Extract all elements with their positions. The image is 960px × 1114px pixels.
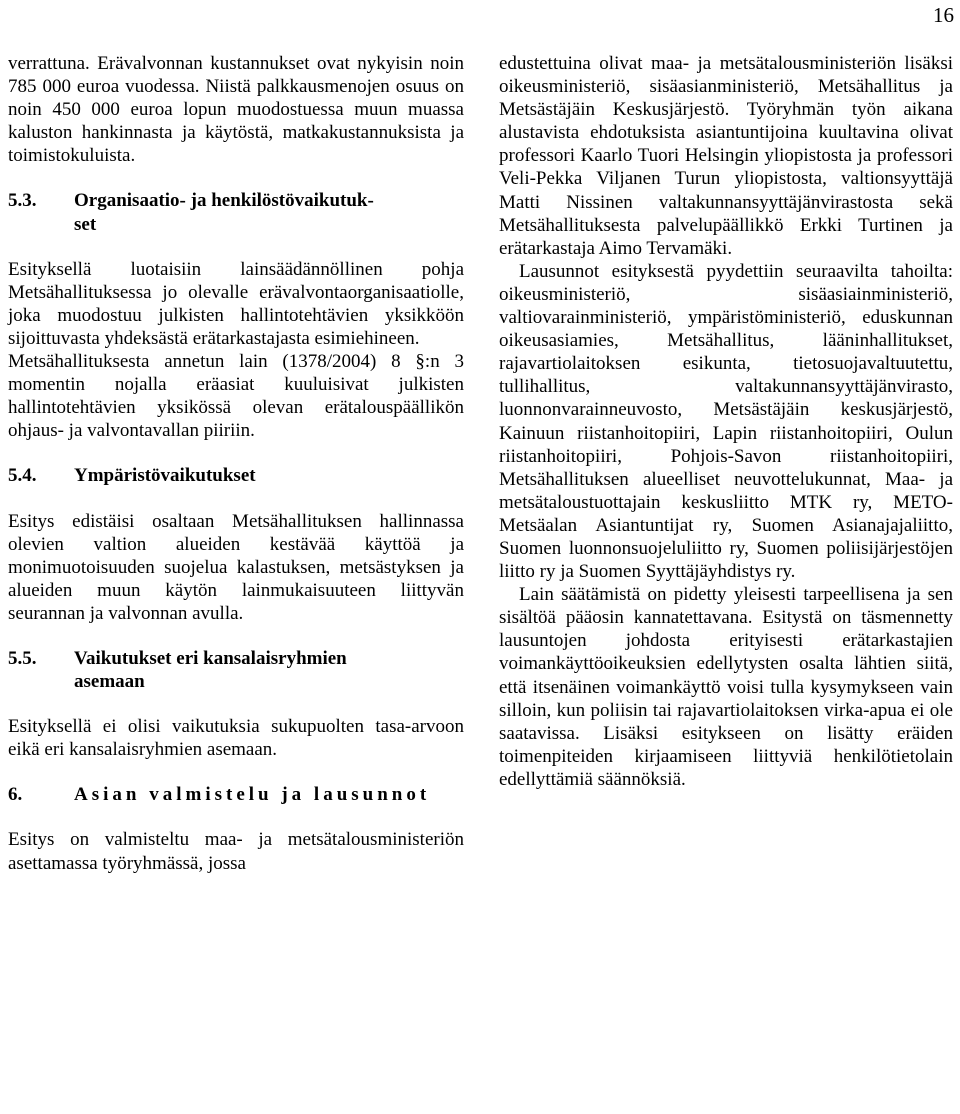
paragraph: Esityksellä ei olisi vaikutuksia sukupuolten tasa-arvoon eikä eri kansalaisryhmien asemaan. [8,716,464,761]
section-title-line1: Vaikutukset eri kansalaisryhmien [74,647,347,669]
left-column [8,52,464,875]
section-heading-5-3 [8,189,464,235]
section-number: 5.3. [8,190,37,212]
continuation-paragraph: verrattuna. Erävalvonnan kustannukset ovat nykyisin noin 785 000 euroa vuodessa. Niistä palkkausmenojen osuus on noin 450 000 euroa lopun muodostuessa muun muassa kaluston hankinnasta ja käytöstä, matkakustannuksista ja toimistokuluista. [8,53,464,167]
paragraph: Metsähallituksesta annetun lain (1378/2004) 8 §:n 3 momentin nojalla eräasiat kuuluisivat julkisten hallintotehtävien yksikössä olevan erätalouspäällikön ohjaus- ja valvontavallan piiriin. [8,351,464,442]
paragraph: Esitys edistäisi osaltaan Metsähallituksen hallinnassa olevien valtion alueiden kestävää käyttöä ja monimuotoisuuden suojelua kalastuksen, metsästyksen ja alueiden muun käytön lainmukaisuuteen liittyvän seurannan ja valvonnan avulla. [8,510,464,624]
right-column [499,52,953,791]
section-number: 5.5. [8,647,37,669]
paragraph: Esitys on valmisteltu maa- ja metsätalousministeriön asettamassa työryhmässä, jossa [8,829,464,874]
page-number: 16 [933,3,954,27]
section-number: 5.4. [8,465,37,487]
section-title-line2: set [74,213,97,235]
paragraph: Lain säätämistä on pidetty yleisesti tarpeellisena ja sen sisältöä pääosin kannatettavana. Esitystä on täsmennetty lausuntojen johdosta erityisesti erätarkastajien voimankäyttöoikeuksien edellytysten osalta lähtien siitä, että itsenäinen voimankäyttö voisi tulla kysymykseen vain silloin, kun poliisin tai rajavartiolaitoksen virka-apua ei ole saatavissa. Lisäksi esitykseen on lisätty eräiden toimenpiteiden kirjaamiseen liittyviä henkilötietolain edellyttämiä säännöksiä. [499,584,953,790]
section-heading-5-5 [8,647,464,693]
section-title-line1: Organisaatio- ja henkilöstövaikutuk- [74,190,374,212]
paragraph: Lausunnot esityksestä pyydettiin seuraavilta tahoilta: oikeusministeriö, sisäasiainministeriö, valtiovarainministeriö, ympäristöministeriö, eduskunnan oikeusasiamies, Metsähallitus, lääninhallitukset, rajavartiolaitoksen esikunta, tietosuojavaltuutettu, tullihallitus, valtakunnansyyttäjänvirasto, luonnonvarainneuvosto, Metsästäjäin keskusjärjestö, Kainuun riistanhoitopiiri, Lapin riistanhoitopiiri, Oulun riistanhoitopiiri, Pohjois-Savon riistanhoitopiiri, Metsähallituksen alueelliset neuvottelukunnat, Maa- ja metsätaloustuottajain keskusliitto MTK ry, METO-Metsäalan Asiantuntijat ry, Suomen Asianajajaliitto, Suomen luonnonsuojeluliitto ry, Suomen poliisijärjestöjen liitto ry ja Suomen Syyttäjäyhdistys ry. [499,260,953,583]
section-heading-6 [8,783,464,806]
section-title-line2: asemaan [74,671,145,693]
section-title: Asian valmistelu ja lausunnot [74,784,431,806]
paragraph: edustettuina olivat maa- ja metsätalousministeriön lisäksi oikeusministeriö, sisäasianministeriö, Metsähallitus ja Metsästäjäin Keskusjärjestö. Työryhmän työn aikana alustavista ehdotuksista asiantuntijoina kuultavina olivat professori Kaarlo Tuori Helsingin yliopistosta ja professori Veli-Pekka Viljanen Turun yliopistosta, valtionsyyttäjä Matti Nissinen valtakunnansyyttäjänvirastosta sekä Metsähallituksesta palvelupäällikkö Erkki Turtinen ja erätarkastaja Aimo Tervamäki. [499,53,953,259]
section-title: Ympäristövaikutukset [74,465,256,487]
paragraph: Esityksellä luotaisiin lainsäädännöllinen pohja Metsähallituksessa jo olevalle erävalvontaorganisaatiolle, joka muodostuu julkisten hallintotehtävien yksikköön sijoittuvasta yhdeksästä erätarkastajasta esimiehineen. [8,258,464,349]
section-heading-5-4 [8,464,464,487]
section-number: 6. [8,784,23,806]
